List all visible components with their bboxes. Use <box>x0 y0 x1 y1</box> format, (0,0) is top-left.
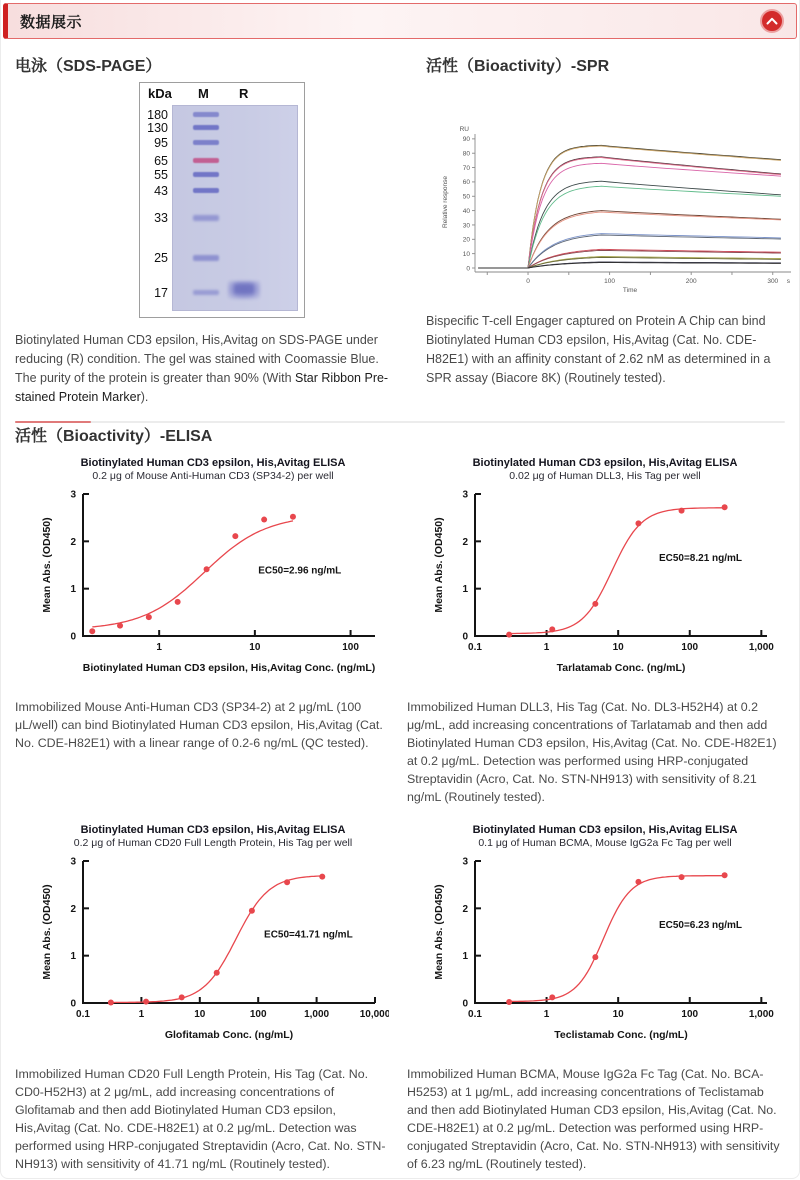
elisa-panel-3 <box>15 823 393 1174</box>
svg-text:1: 1 <box>138 1008 145 1020</box>
svg-text:s: s <box>786 278 790 285</box>
svg-text:70: 70 <box>462 164 470 172</box>
svg-text:1,000: 1,000 <box>748 641 774 653</box>
svg-text:EC50=2.96 ng/mL: EC50=2.96 ng/mL <box>258 565 342 577</box>
elisa-4-title: Biotinylated Human CD3 epsilon, His,Avitag ELISA <box>472 823 738 836</box>
gel-ladder-label: 55 <box>154 168 168 182</box>
sds-caption: Biotinylated Human CD3 epsilon, His,Avitag on SDS-PAGE under reducing (R) condition. The gel was stained with Coomassie Blue. The purity of the protein is greater than 90% (With Star Ribbon Pre-stained Protein Marker). <box>15 333 389 404</box>
section-divider <box>15 421 785 423</box>
svg-text:1,000: 1,000 <box>304 1008 330 1020</box>
collapse-button[interactable] <box>760 9 784 33</box>
svg-text:0: 0 <box>526 278 530 285</box>
svg-text:2: 2 <box>70 536 76 548</box>
gel-lane-r-label: R <box>239 86 249 101</box>
gel-sample-band-core <box>234 284 254 294</box>
elisa-panel-2 <box>407 456 785 807</box>
svg-text:Mean Abs. (OD450): Mean Abs. (OD450) <box>433 517 445 613</box>
sds-page-section <box>15 53 411 407</box>
svg-text:10: 10 <box>612 641 624 653</box>
gel-marker-band <box>193 290 219 295</box>
elisa-chart-2 <box>429 486 781 676</box>
section-title-sds: 电泳（SDS-PAGE） <box>15 58 162 75</box>
gel-marker-band <box>193 112 219 117</box>
svg-text:10: 10 <box>612 1008 624 1020</box>
elisa-3-title: Biotinylated Human CD3 epsilon, His,Avitag ELISA <box>80 823 346 836</box>
svg-text:Relative response: Relative response <box>442 175 449 229</box>
elisa-chart-4 <box>429 853 781 1043</box>
svg-text:40: 40 <box>462 207 470 215</box>
sds-page-gel-image <box>139 82 305 318</box>
elisa-1-subtitle: 0.2 μg of Mouse Anti-Human CD3 (SP34-2) per well <box>92 470 334 483</box>
svg-text:10: 10 <box>249 641 261 653</box>
svg-text:0: 0 <box>462 631 468 643</box>
elisa-panel-1 <box>15 456 393 807</box>
svg-text:100: 100 <box>604 278 616 285</box>
svg-text:EC50=41.71 ng/mL: EC50=41.71 ng/mL <box>264 929 353 941</box>
svg-text:0: 0 <box>70 998 76 1010</box>
svg-text:100: 100 <box>681 641 699 653</box>
chevron-up-icon <box>766 17 778 25</box>
section-title-spr: 活性（Bioactivity）-SPR <box>426 58 610 75</box>
svg-text:0.1: 0.1 <box>468 1008 482 1020</box>
gel-ladder-label: 130 <box>147 121 168 135</box>
marker-name: Star Ribbon Pre-stained Protein Marker <box>15 371 389 404</box>
svg-text:2: 2 <box>462 536 468 548</box>
svg-text:0: 0 <box>70 631 76 643</box>
page-title: 数据展示 <box>20 13 83 31</box>
gel-marker-band <box>193 140 219 145</box>
elisa-panel-4 <box>407 823 785 1174</box>
gel-marker-band <box>193 255 219 261</box>
gel-ladder-label: 17 <box>154 286 168 300</box>
svg-text:EC50=8.21 ng/mL: EC50=8.21 ng/mL <box>658 553 743 565</box>
svg-text:3: 3 <box>462 856 468 868</box>
svg-text:1: 1 <box>70 584 76 596</box>
svg-text:10,000: 10,000 <box>359 1008 389 1020</box>
spr-caption: Bispecific T-cell Engager captured on Protein A Chip can bind Biotinylated Human CD3 epsilon, His,Avitag (Cat. No. CDE-H82E1) with an affinity constant of 2.62 nM as determined in a SPR assay (Biacore 8K) (Routinely tested). <box>426 314 771 385</box>
svg-text:0: 0 <box>462 998 468 1010</box>
gel-ladder-label: 180 <box>147 108 168 122</box>
svg-text:EC50=6.23 ng/mL: EC50=6.23 ng/mL <box>658 919 743 931</box>
elisa-4-caption: Immobilized Human BCMA, Mouse IgG2a Fc Tag (Cat. No. BCA-H5253) at 1 μg/mL, add increasing concentrations of Teclistamab and then add Biotinylated Human CD3 epsilon, His,Avitag (Cat. No. CDE-H82E1) at 0.2 μg/mL. Detection was performed using HRP-conjugated Streptavidin (Acro, Cat. No. STN-NH913) with sensitivity of 6.23 ng/mL (Routinely tested). <box>407 1066 780 1171</box>
svg-text:2: 2 <box>462 903 468 915</box>
svg-text:50: 50 <box>462 193 470 201</box>
elisa-2-subtitle: 0.02 μg of Human DLL3, His Tag per well <box>509 470 701 483</box>
spr-sensorgram-chart <box>437 122 793 294</box>
svg-text:0: 0 <box>466 265 470 273</box>
elisa-3-subtitle: 0.2 μg of Human CD20 Full Length Protein, His Tag per well <box>73 837 353 850</box>
svg-text:90: 90 <box>462 136 470 144</box>
svg-text:1: 1 <box>462 584 468 596</box>
gel-ladder-label: 25 <box>154 251 168 265</box>
svg-text:3: 3 <box>70 489 76 501</box>
svg-text:1: 1 <box>543 641 550 653</box>
elisa-grid <box>15 456 785 1174</box>
svg-text:0.1: 0.1 <box>76 1008 90 1020</box>
svg-text:100: 100 <box>249 1008 267 1020</box>
svg-text:200: 200 <box>685 278 697 285</box>
gel-marker-band <box>193 158 219 163</box>
svg-text:300: 300 <box>767 278 779 285</box>
svg-text:100: 100 <box>342 641 359 653</box>
gel-marker-band <box>193 125 219 130</box>
panel-content <box>1 39 799 1174</box>
elisa-2-title: Biotinylated Human CD3 epsilon, His,Avitag ELISA <box>472 457 738 469</box>
svg-text:1: 1 <box>543 1008 550 1020</box>
gel-ladder-label: 65 <box>154 154 168 168</box>
svg-text:10: 10 <box>194 1008 206 1020</box>
svg-text:1: 1 <box>462 950 468 962</box>
svg-text:Biotinylated Human CD3 epsilon: Biotinylated Human CD3 epsilon, His,Avitag Conc. (ng/mL) <box>82 661 376 674</box>
gel-unit-label: kDa <box>148 86 172 101</box>
svg-text:2: 2 <box>70 903 76 915</box>
gel-marker-band <box>193 215 219 221</box>
svg-text:Mean Abs. (OD450): Mean Abs. (OD450) <box>41 884 53 980</box>
svg-text:RU: RU <box>459 126 469 133</box>
svg-text:1: 1 <box>156 641 162 653</box>
svg-text:100: 100 <box>681 1008 699 1020</box>
svg-text:Tarlatamab Conc. (ng/mL): Tarlatamab Conc. (ng/mL) <box>556 661 686 674</box>
panel-header <box>3 3 797 39</box>
svg-text:1,000: 1,000 <box>748 1008 774 1020</box>
svg-text:3: 3 <box>462 489 468 501</box>
gel-ladder-label: 33 <box>154 211 168 225</box>
svg-text:30: 30 <box>462 222 470 230</box>
svg-text:Glofitamab Conc. (ng/mL): Glofitamab Conc. (ng/mL) <box>164 1028 294 1041</box>
svg-text:80: 80 <box>462 150 470 158</box>
svg-text:Mean Abs. (OD450): Mean Abs. (OD450) <box>433 884 445 980</box>
spr-section <box>411 53 790 407</box>
svg-text:3: 3 <box>70 856 76 868</box>
elisa-2-caption: Immobilized Human DLL3, His Tag (Cat. No. DL3-H52H4) at 0.2 μg/mL, add increasing concentrations of Tarlatamab and then add Biotinylated Human CD3 epsilon, His,Avitag (Cat. No. CDE-H82E1) at 0.2 μg/mL. Detection was performed using HRP-conjugated Streptavidin (Acro, Cat. No. STN-NH913) with sensitivity of 8.21 ng/mL (Routinely tested). <box>407 699 777 804</box>
section-title-elisa: 活性（Bioactivity）-ELISA <box>15 428 213 445</box>
svg-text:20: 20 <box>462 236 470 244</box>
divider-accent <box>15 421 91 423</box>
svg-text:Teclistamab Conc. (ng/mL): Teclistamab Conc. (ng/mL) <box>554 1028 688 1041</box>
gel-lane-m-label: M <box>198 86 209 101</box>
svg-text:1: 1 <box>70 950 76 962</box>
gel-ladder-label: 43 <box>154 184 168 198</box>
elisa-chart-3 <box>37 853 389 1043</box>
elisa-chart-1 <box>37 486 389 676</box>
elisa-1-title: Biotinylated Human CD3 epsilon, His,Avitag ELISA <box>80 457 346 469</box>
elisa-3-caption: Immobilized Human CD20 Full Length Protein, His Tag (Cat. No. CD0-H52H3) at 2 μg/mL, add increasing concentrations of Glofitamab and then add Biotinylated Human CD3 epsilon, His,Avitag (Cat. No. CDE-H82E1) at 0.2 μg/mL. Detection was performed using HRP-conjugated Streptavidin (Acro, Cat. No. STN-NH913) with sensitivity of 41.71 ng/mL (Routinely tested). <box>15 1066 386 1171</box>
elisa-4-subtitle: 0.1 μg of Human BCMA, Mouse IgG2a Fc Tag per well <box>478 837 732 850</box>
gel-marker-band <box>193 172 219 177</box>
gel-marker-band <box>193 188 219 193</box>
svg-text:60: 60 <box>462 179 470 187</box>
gel-ladder-label: 95 <box>154 136 168 150</box>
svg-text:10: 10 <box>462 250 470 258</box>
elisa-1-caption: Immobilized Mouse Anti-Human CD3 (SP34-2) at 2 μg/mL (100 μL/well) can bind Biotinylated Human CD3 epsilon, His,Avitag (Cat. No. CDE-H82E1) with a linear range of 0.2-6 ng/mL (QC tested). <box>15 699 383 750</box>
svg-text:Mean Abs. (OD450): Mean Abs. (OD450) <box>41 517 53 613</box>
svg-text:0.1: 0.1 <box>468 641 482 653</box>
svg-text:Time: Time <box>622 287 638 294</box>
